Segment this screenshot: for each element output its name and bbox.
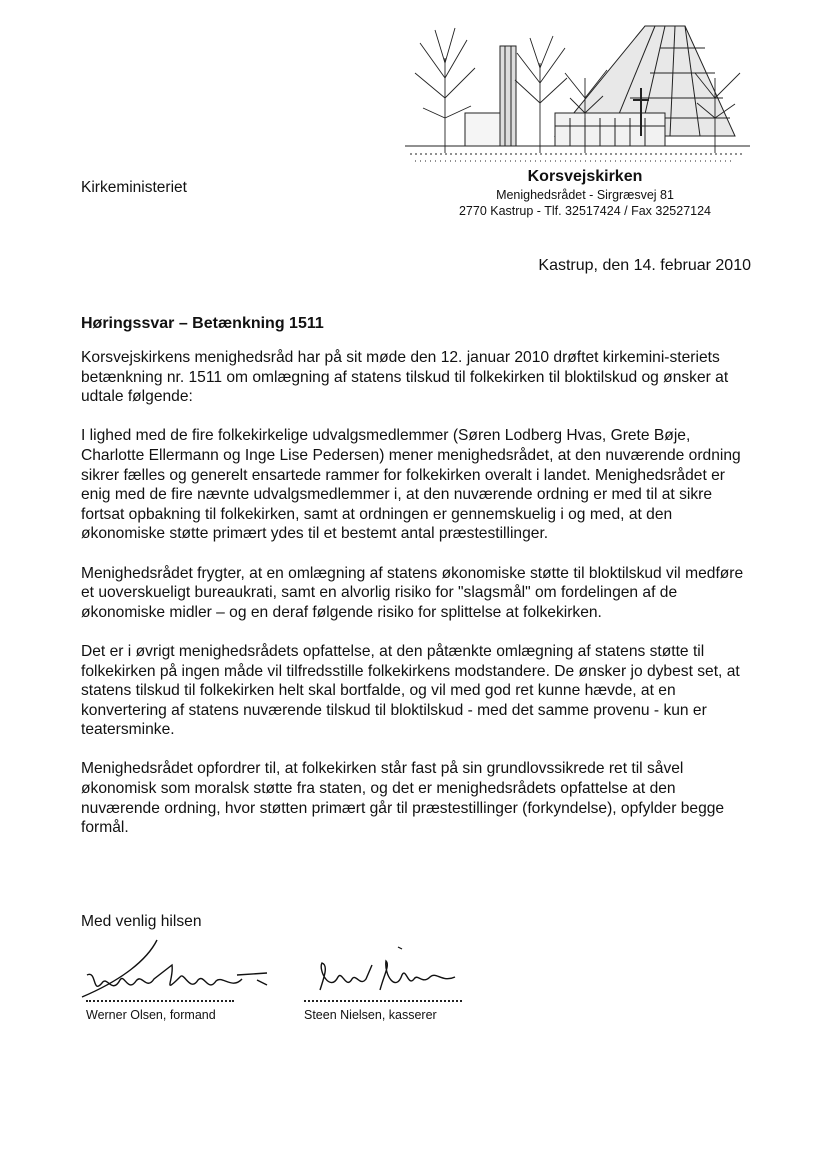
signatory-name: Werner Olsen, formand — [86, 1008, 216, 1022]
signature-steen-nielsen — [300, 935, 470, 1005]
signature-line — [304, 1000, 462, 1002]
body-paragraph: Det er i øvrigt menighedsrådets opfattelse, at den påtænkte omlægning af statens støtte til folkekirken på ingen måde vil tilfredsstille folkekirkens modstandere. De ønsker jo dybest set, at statens tilskud til folkekirken helt skal bortfalde, og vil med god ret kunne hævde, at en konvertering af statens nuværende tilskud til bloktilskud - med det samme provenu - kun er teatersminke. — [81, 642, 740, 739]
church-illustration — [405, 18, 750, 168]
date-line: Kastrup, den 14. februar 2010 — [538, 257, 751, 274]
subject-heading: Høringssvar – Betænkning 1511 — [81, 315, 324, 332]
org-address: Menighedsrådet - Sirgræsvej 81 — [496, 188, 674, 202]
signature-werner-olsen — [62, 935, 282, 1005]
body-paragraph: Korsvejskirkens menighedsråd har på sit møde den 12. januar 2010 drøftet kirkemini-steriets betænkning nr. 1511 om omlægning af statens tilskud til folkekirken til bloktilskud og ønsker at udtale følgende: — [81, 349, 729, 406]
letterhead — [440, 167, 730, 219]
org-contact: 2770 Kastrup - Tlf. 32517424 / Fax 32527124 — [458, 204, 712, 218]
body-paragraph: Menighedsrådet frygter, at en omlægning af statens økonomiske støtte til bloktilskud vil medføre et uoverskueligt bureaukrati, samt en alvorlig risiko for "slagsmål" om fordelingen af de økonomiske midler – og en deraf følgende risiko for splittelse at folkekirken. — [81, 564, 744, 621]
letter-body — [81, 348, 751, 857]
signature-line — [86, 1000, 234, 1002]
signatory-name: Steen Nielsen, kasserer — [304, 1008, 437, 1022]
body-paragraph: Menighedsrådet opfordrer til, at folkekirken står fast på sin grundlovssikrede ret til såvel økonomisk som moralsk støtte fra staten, og det er menighedsrådets opfattelse at den nuværende ordning, hvor støtten primært går til præstestillinger (forkyndelse), opfylder begge formål. — [81, 760, 725, 837]
body-paragraph: I lighed med de fire folkekirkelige udvalgsmedlemmer (Søren Lodberg Hvas, Grete Bøje, Charlotte Ellermann og Inge Lise Pedersen) mener menighedsrådet, at den nuværende ordning sikrer fælles og generelt ensartede rammer for folkekirken overalt i landet. Menighedsrådet er enig med de fire nævnte udvalgsmedlemmer i, at den nuværende ordning er med til at sikre fortsat opbakning til folkekirken, samt at ordningen er gennemskuelig i og med, at den økonomiske støtte primært ydes til et bestemt antal præstestillinger. — [81, 427, 741, 543]
recipient: Kirkeministeriet — [81, 179, 187, 196]
closing: Med venlig hilsen — [81, 913, 202, 930]
org-name: Korsvejskirken — [527, 168, 643, 185]
